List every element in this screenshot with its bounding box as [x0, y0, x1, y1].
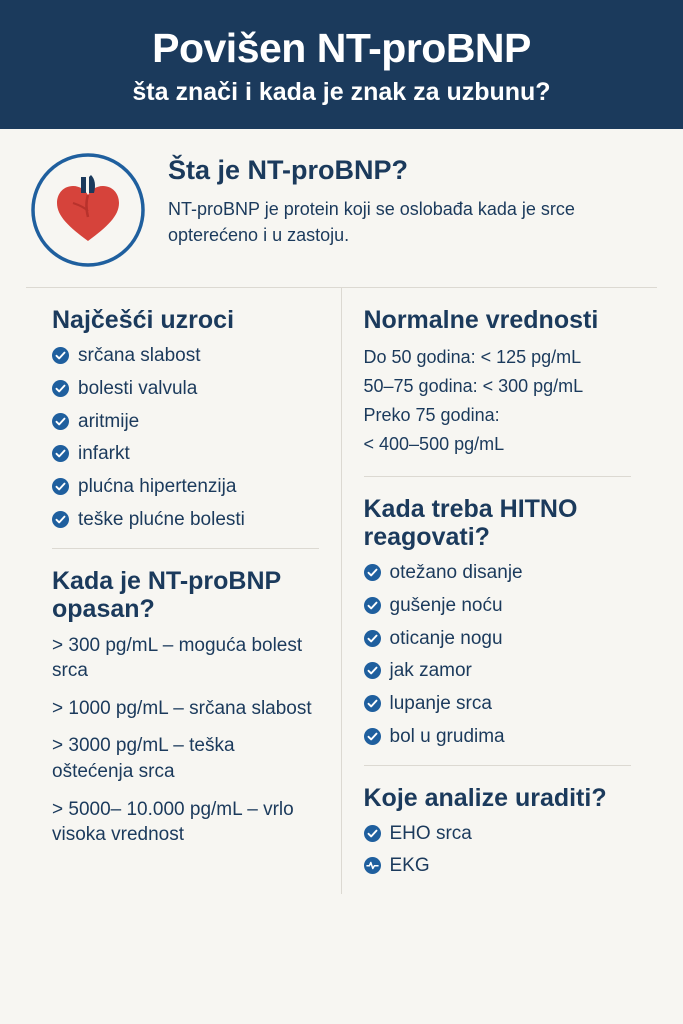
check-circle-icon	[52, 413, 69, 430]
list-item-label: EHO srca	[389, 822, 472, 844]
check-circle-icon	[52, 347, 69, 364]
section-causes	[52, 288, 319, 548]
normal-value: Preko 75 godina:	[363, 405, 500, 426]
intro-title: Šta je NT-proBNP?	[168, 155, 409, 186]
list-item-label: jak zamor	[389, 660, 472, 682]
section-title: Koje analize uraditi?	[363, 783, 607, 812]
header-banner	[0, 0, 683, 129]
check-circle-icon	[364, 597, 381, 614]
normal-value: < 400–500 pg/mL	[363, 434, 505, 455]
section-title: Kada je NT-proBNP opasan?	[52, 566, 281, 623]
page-title: Povišen NT-proBNP	[152, 25, 531, 71]
intro-text	[168, 151, 657, 248]
tests-list	[364, 822, 632, 879]
danger-value: > 1000 pg/mL – srčana slabost	[52, 697, 312, 719]
content-columns	[26, 287, 657, 894]
list-item	[364, 594, 632, 618]
section-urgent	[364, 476, 632, 765]
list-item	[52, 377, 319, 401]
list-item	[364, 659, 632, 683]
list-item	[364, 822, 632, 846]
list-item	[52, 442, 319, 466]
section-title: Najčešći uzroci	[52, 306, 235, 335]
list-item	[364, 561, 632, 585]
causes-list	[52, 344, 319, 532]
check-circle-icon	[52, 511, 69, 528]
list-item-label: gušenje noću	[389, 594, 503, 616]
list-item-label: srčana slabost	[78, 345, 201, 367]
section-title: Kada treba HITNO reagovati?	[363, 495, 578, 552]
list-item-label: teške plućne bolesti	[78, 508, 245, 530]
left-column	[52, 288, 342, 894]
list-item-label: aritmije	[78, 410, 140, 432]
right-column	[342, 288, 632, 894]
intro-body: NT-proBNP je protein koji se oslobađa kada je srce opterećeno i u zastoju.	[168, 199, 575, 246]
list-item	[364, 854, 632, 878]
list-item	[364, 627, 632, 651]
list-item-label: lupanje srca	[389, 693, 492, 715]
list-item-label: bolesti valvula	[78, 377, 198, 399]
list-item-label: plućna hipertenzija	[78, 476, 237, 498]
list-item-label: infarkt	[78, 443, 130, 465]
heart-circle-icon	[26, 151, 150, 269]
list-item-label: bol u grudima	[389, 725, 505, 747]
list-item	[52, 344, 319, 368]
check-circle-icon	[364, 695, 381, 712]
page-subtitle: šta znači i kada je znak za uzbunu?	[132, 78, 551, 107]
list-item	[52, 508, 319, 532]
danger-value: > 3000 pg/mL – teška oštećenja srca	[52, 735, 235, 783]
list-item-label: EKG	[389, 855, 430, 877]
check-circle-icon	[364, 564, 381, 581]
section-dangerous	[52, 548, 319, 864]
normal-value: Do 50 godina: < 125 pg/mL	[363, 347, 582, 368]
check-circle-icon	[364, 728, 381, 745]
section-tests	[364, 765, 632, 895]
normal-value: 50–75 godina: < 300 pg/mL	[363, 376, 584, 397]
check-circle-icon	[52, 478, 69, 495]
danger-value: > 300 pg/mL – moguća bolest srca	[52, 634, 303, 682]
heartbeat-circle-icon	[364, 857, 381, 874]
list-item-label: oticanje nogu	[389, 627, 503, 649]
list-item	[364, 692, 632, 716]
check-circle-icon	[52, 445, 69, 462]
section-normal-values	[364, 288, 632, 476]
list-item	[364, 725, 632, 749]
list-item	[52, 475, 319, 499]
check-circle-icon	[52, 380, 69, 397]
list-item-label: otežano disanje	[389, 562, 523, 584]
urgent-list	[364, 561, 632, 749]
section-title: Normalne vrednosti	[363, 306, 599, 335]
check-circle-icon	[364, 630, 381, 647]
list-item	[52, 410, 319, 434]
check-circle-icon	[364, 825, 381, 842]
check-circle-icon	[364, 662, 381, 679]
intro-section	[0, 129, 683, 287]
danger-value: > 5000– 10.000 pg/mL – vrlo visoka vrednost	[52, 798, 294, 846]
